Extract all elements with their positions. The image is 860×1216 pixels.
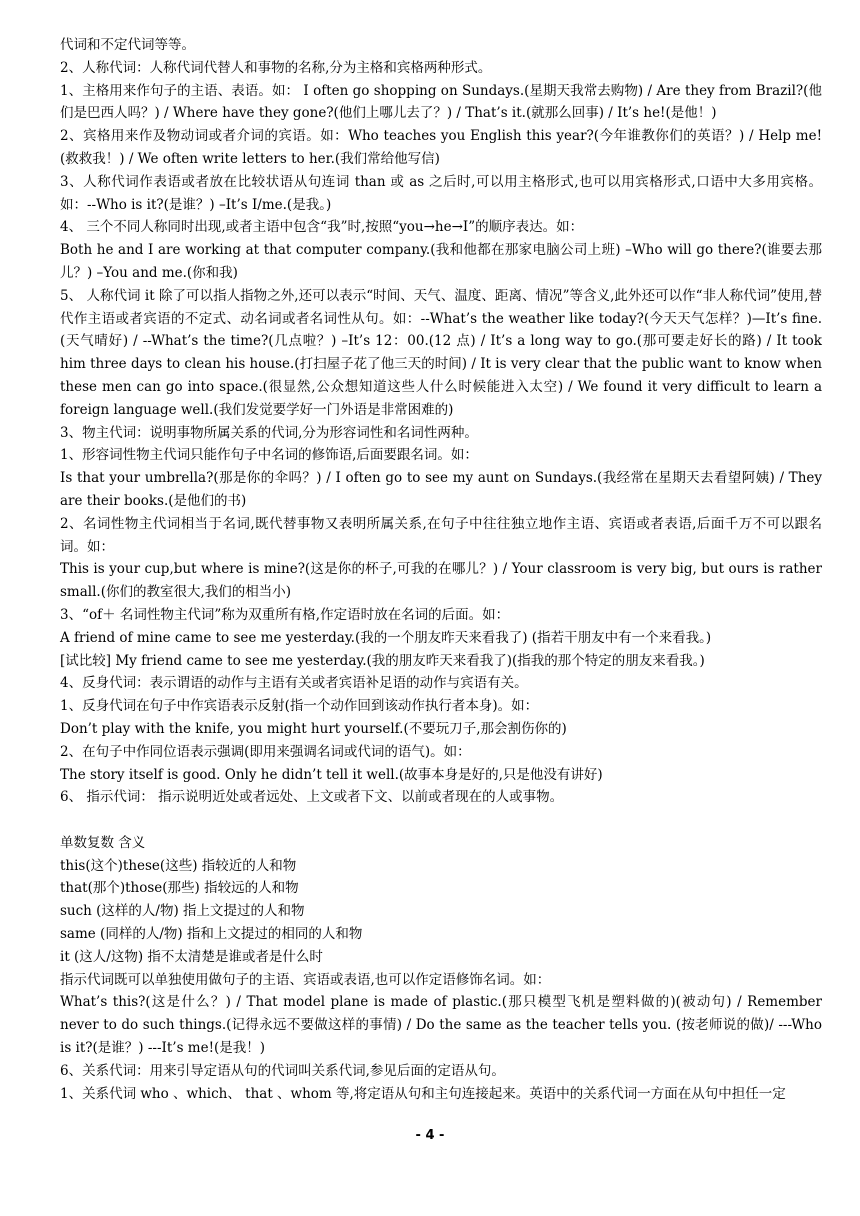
document-body — [60, 34, 822, 1105]
paragraph: 1、反身代词在句子中作宾语表示反射(指一个动作回到该动作执行者本身)。如： — [60, 698, 539, 715]
paragraph: 2、人称代词：人称代词代替人和事物的名称,分为主格和宾格两种形式。 — [60, 59, 492, 76]
table-line: this(这个)these(这些) 指较近的人和物 — [60, 857, 297, 874]
paragraph: Don’t play with the knife, you might hurt yourself.(不要玩刀子,那会割伤你的) — [60, 720, 567, 737]
paragraph: 2、名词性物主代词相当于名词,既代替事物又表明所属关系,在句子中往往独立地作主语、宾语或者表语,后面千万不可以跟名词。如： — [60, 515, 822, 555]
paragraph: 指示代词既可以单独使用做句子的主语、宾语或表语,也可以作定语修饰名词。如： — [60, 971, 551, 988]
table-header-line: 单数复数 含义 — [60, 834, 146, 851]
blank-line — [60, 809, 822, 832]
paragraph: 2、在句子中作同位语表示强调(即用来强调名词或代词的语气)。如： — [60, 743, 471, 760]
paragraph: 6、关系代词：用来引导定语从句的代词叫关系代词,参见后面的定语从句。 — [60, 1062, 505, 1079]
paragraph: Both he and I are working at that computer company.(我和他都在那家电脑公司上班) –Who will go there?(谁要去那儿？) –You and me.(你和我) — [60, 242, 822, 281]
paragraph: 代词和不定代词等等。 — [60, 37, 195, 53]
paragraph: This is your cup,but where is mine?(这是你的杯子,可我的在哪儿？) / Your classroom is very big, but ours is rather small.(你们的教室很大,我们的相当小) — [60, 561, 822, 601]
paragraph: [试比较] My friend came to see me yesterday.(我的朋友昨天来看我了)(指我的那个特定的朋友来看我。) — [60, 652, 705, 669]
paragraph: 3、“of＋ 名词性物主代词”称为双重所有格,作定语时放在名词的后面。如： — [60, 606, 510, 623]
paragraph: 1、形容词性物主代词只能作句子中名词的修饰语,后面要跟名词。如： — [60, 447, 478, 464]
paragraph: What’s this?(这是什么？) / That model plane is made of plastic.(那只模型飞机是塑料做的)(被动句) / Remember never to do such things.(记得永远不要做这样的事情) / Do the same as the teacher tells you. (按老师说的做)/ ---Who is it?(是谁？) ---It’s me!(是我！) — [60, 994, 822, 1057]
table-line: such (这样的人/物) 指上文提过的人和物 — [60, 903, 305, 920]
table-line: it (这人/这物) 指不太清楚是谁或者是什么时 — [60, 948, 323, 965]
paragraph: Is that your umbrella?(那是你的伞吗？) / I often go to see my aunt on Sundays.(我经常在星期天去看望阿姨) / They are their books.(是他们的书) — [60, 470, 822, 509]
table-line: that(那个)those(那些) 指较远的人和物 — [60, 880, 299, 897]
paragraph: 3、人称代词作表语或者放在比较状语从句连词 than 或 as 之后时,可以用主格形式,也可以用宾格形式,口语中大多用宾格。如：--Who is it?(是谁？) –It’s I/me.(是我。) — [60, 173, 822, 213]
table-line: same (同样的人/物) 指和上文提过的相同的人和物 — [60, 926, 363, 943]
paragraph: 6、 指示代词： 指示说明近处或者远处、上文或者下文、以前或者现在的人或事物。 — [60, 789, 564, 806]
paragraph: 1、主格用来作句子的主语、表语。如： I often go shopping on Sundays.(星期天我常去购物) / Are they from Brazil?(他们是巴西人吗？) / Where have they gone?(他们上哪儿去了？) / That’s it.(就那么回事) / It’s he!(是他！) — [60, 82, 822, 122]
paragraph: 2、宾格用来作及物动词或者介词的宾语。如：Who teaches you English this year?(今年谁教你们的英语？) / Help me!(救救我！) / We often write letters to her.(我们常给他写信) — [60, 128, 822, 167]
paragraph: 3、物主代词：说明事物所属关系的代词,分为形容词性和名词性两种。 — [60, 424, 478, 441]
paragraph: 4、反身代词：表示谓语的动作与主语有关或者宾语补足语的动作与宾语有关。 — [60, 675, 528, 692]
paragraph: 4、 三个不同人称同时出现,或者主语中包含“我”时,按照“you→he→I”的顺序表达。如： — [60, 219, 584, 236]
paragraph: 1、关系代词 who 、which、 that 、whom 等,将定语从句和主句连接起来。英语中的关系代词一方面在从句中担任一定 — [60, 1085, 786, 1102]
page-number: - 4 - — [415, 1128, 445, 1143]
paragraph: A friend of mine came to see me yesterday.(我的一个朋友昨天来看我了) (指若干朋友中有一个来看我。) — [60, 629, 712, 646]
paragraph: 5、 人称代词 it 除了可以指人指物之外,还可以表示“时间、天气、温度、距离、情况”等含义,此外还可以作“非人称代词”使用,替代作主语或者宾语的不定式、动名词或者名词性从句。如：--What’s the weather like today?(今天天气怎样？)—It’s fine.(天气晴好) / --What’s the time?(几点啦？) –It’s 12：00.(12 点) / It’s a long way to go.(那可要走好长的路) / It took him three days to clean his house.(打扫屋子花了他三天的时间) / It is very clear that the public want to know when these men can go into space.(很显然,公众想知道这些人什么时候能进入太空) / We found it very difficult to learn a foreign language well.(我们发觉要学好一门外语是非常困难的) — [60, 287, 822, 418]
paragraph: The story itself is good. Only he didn’t tell it well.(故事本身是好的,只是他没有讲好) — [60, 766, 603, 783]
